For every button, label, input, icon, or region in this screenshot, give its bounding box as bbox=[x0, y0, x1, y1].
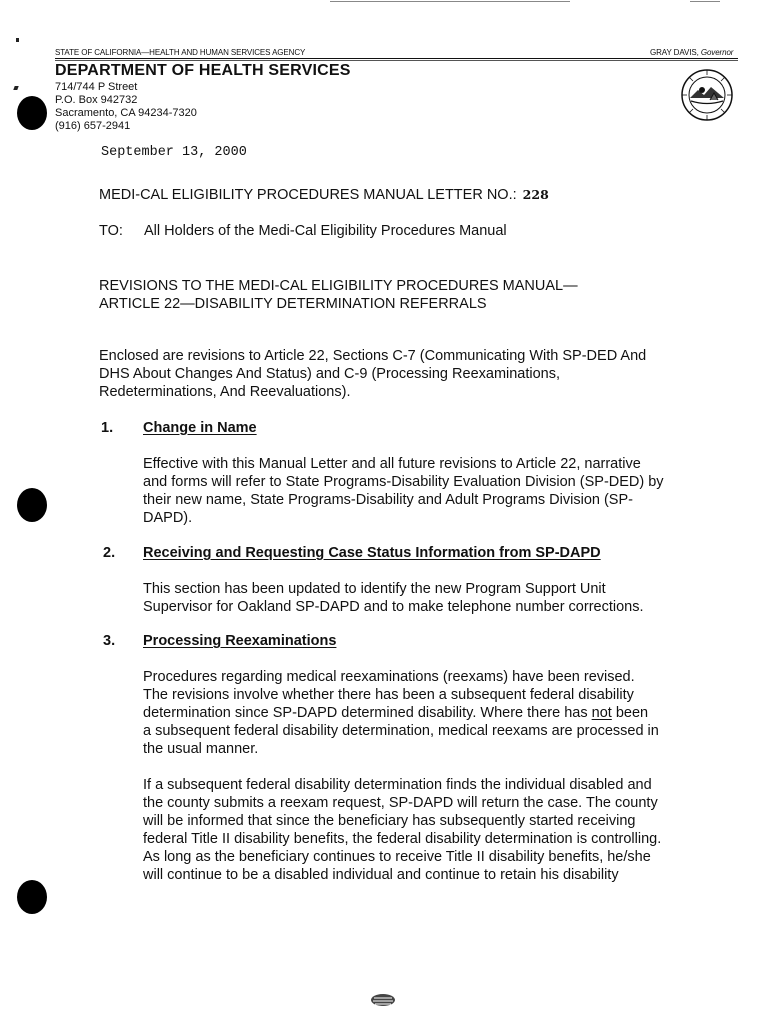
section-line: will continue to be a disabled individual and continue to retain his disability bbox=[143, 867, 619, 883]
manual-letter-line bbox=[99, 186, 549, 204]
subject-line: REVISIONS TO THE MEDI-CAL ELIGIBILITY PROCEDURES MANUAL— bbox=[99, 278, 578, 294]
emphasized-word: not bbox=[591, 705, 612, 721]
letter-date: September 13, 2000 bbox=[101, 145, 247, 160]
section-line: DAPD). bbox=[143, 510, 193, 526]
section-heading: Change in Name bbox=[143, 420, 257, 436]
section-line: the usual manner. bbox=[143, 741, 259, 757]
letterhead-rule-2 bbox=[55, 60, 738, 61]
to-label: TO: bbox=[99, 223, 123, 239]
department-address bbox=[55, 81, 197, 133]
scan-top-line bbox=[690, 1, 720, 2]
scan-speck bbox=[16, 38, 19, 42]
section-body bbox=[143, 668, 659, 758]
address-line: Sacramento, CA 94234-7320 bbox=[55, 107, 197, 119]
section-line: As long as the beneficiary continues to receive Title II disability benefits, he/she bbox=[143, 849, 651, 865]
section-body bbox=[143, 455, 664, 527]
governor-name: GRAY DAVIS, bbox=[650, 48, 699, 57]
subject-line: ARTICLE 22—DISABILITY DETERMINATION REFERRALS bbox=[99, 296, 487, 312]
to-line bbox=[99, 222, 507, 240]
manual-letter-label: MEDI-CAL ELIGIBILITY PROCEDURES MANUAL LETTER NO.: bbox=[99, 187, 517, 203]
intro-line: Enclosed are revisions to Article 22, Sections C-7 (Communicating With SP-DED And bbox=[99, 348, 647, 364]
line-text: determination since SP-DAPD determined disability. Where there has bbox=[143, 705, 592, 721]
recycled-paper-icon bbox=[370, 993, 396, 1007]
binder-hole bbox=[17, 96, 47, 130]
agency-line: STATE OF CALIFORNIA—HEALTH AND HUMAN SERVICES AGENCY bbox=[55, 48, 306, 57]
section-line: will be informed that since the beneficiary has subsequently started receiving bbox=[143, 813, 636, 829]
scan-top-line bbox=[330, 1, 570, 2]
section-line: This section has been updated to identify the new Program Support Unit bbox=[143, 581, 606, 597]
section-line: their new name, State Programs-Disability and Adult Programs Division (SP- bbox=[143, 492, 633, 508]
section-line: a subsequent federal disability determination, medical reexams are processed in bbox=[143, 723, 659, 739]
section-line bbox=[143, 704, 659, 722]
section-line: Effective with this Manual Letter and all future revisions to Article 22, narrative bbox=[143, 456, 641, 472]
binder-hole bbox=[17, 880, 47, 914]
governor-line bbox=[650, 48, 733, 57]
manual-letter-number: 228 bbox=[522, 187, 549, 202]
section-number: 3. bbox=[103, 633, 116, 649]
scan-speck bbox=[13, 86, 18, 90]
section-number: 2. bbox=[103, 545, 116, 561]
to-recipients: All Holders of the Medi-Cal Eligibility Procedures Manual bbox=[144, 223, 507, 239]
address-line: (916) 657-2941 bbox=[55, 120, 131, 132]
section-line: Procedures regarding medical reexaminations (reexams) have been revised. bbox=[143, 669, 635, 685]
letterhead-rule bbox=[55, 58, 738, 59]
section-heading: Processing Reexaminations bbox=[143, 633, 337, 649]
section-body bbox=[143, 580, 644, 616]
binder-hole bbox=[17, 488, 47, 522]
intro-line: Redeterminations, And Reevaluations). bbox=[99, 384, 351, 400]
section-line: If a subsequent federal disability determination finds the individual disabled and bbox=[143, 777, 652, 793]
section-number: 1. bbox=[101, 420, 114, 436]
address-line: P.O. Box 942732 bbox=[55, 94, 138, 106]
section-line: The revisions involve whether there has been a subsequent federal disability bbox=[143, 687, 634, 703]
section-line: the county submits a reexam request, SP-DAPD will return the case. The county bbox=[143, 795, 658, 811]
state-seal-icon bbox=[680, 68, 734, 122]
section-line: Supervisor for Oakland SP-DAPD and to make telephone number corrections. bbox=[143, 599, 644, 615]
section-line: federal Title II disability benefits, the federal disability determination is controlling. bbox=[143, 831, 662, 847]
section-line: and forms will refer to State Programs-Disability Evaluation Division (SP-DED) by bbox=[143, 474, 664, 490]
section-heading: Receiving and Requesting Case Status Information from SP-DAPD bbox=[143, 545, 601, 561]
intro-line: DHS About Changes And Status) and C-9 (Processing Reexaminations, bbox=[99, 366, 561, 382]
subject-block bbox=[99, 277, 578, 313]
line-text: been bbox=[611, 705, 649, 721]
intro-paragraph bbox=[99, 347, 646, 401]
governor-title: Governor bbox=[700, 48, 734, 57]
department-name: DEPARTMENT OF HEALTH SERVICES bbox=[55, 62, 351, 79]
address-line: 714/744 P Street bbox=[55, 81, 138, 93]
section-body bbox=[143, 776, 661, 884]
